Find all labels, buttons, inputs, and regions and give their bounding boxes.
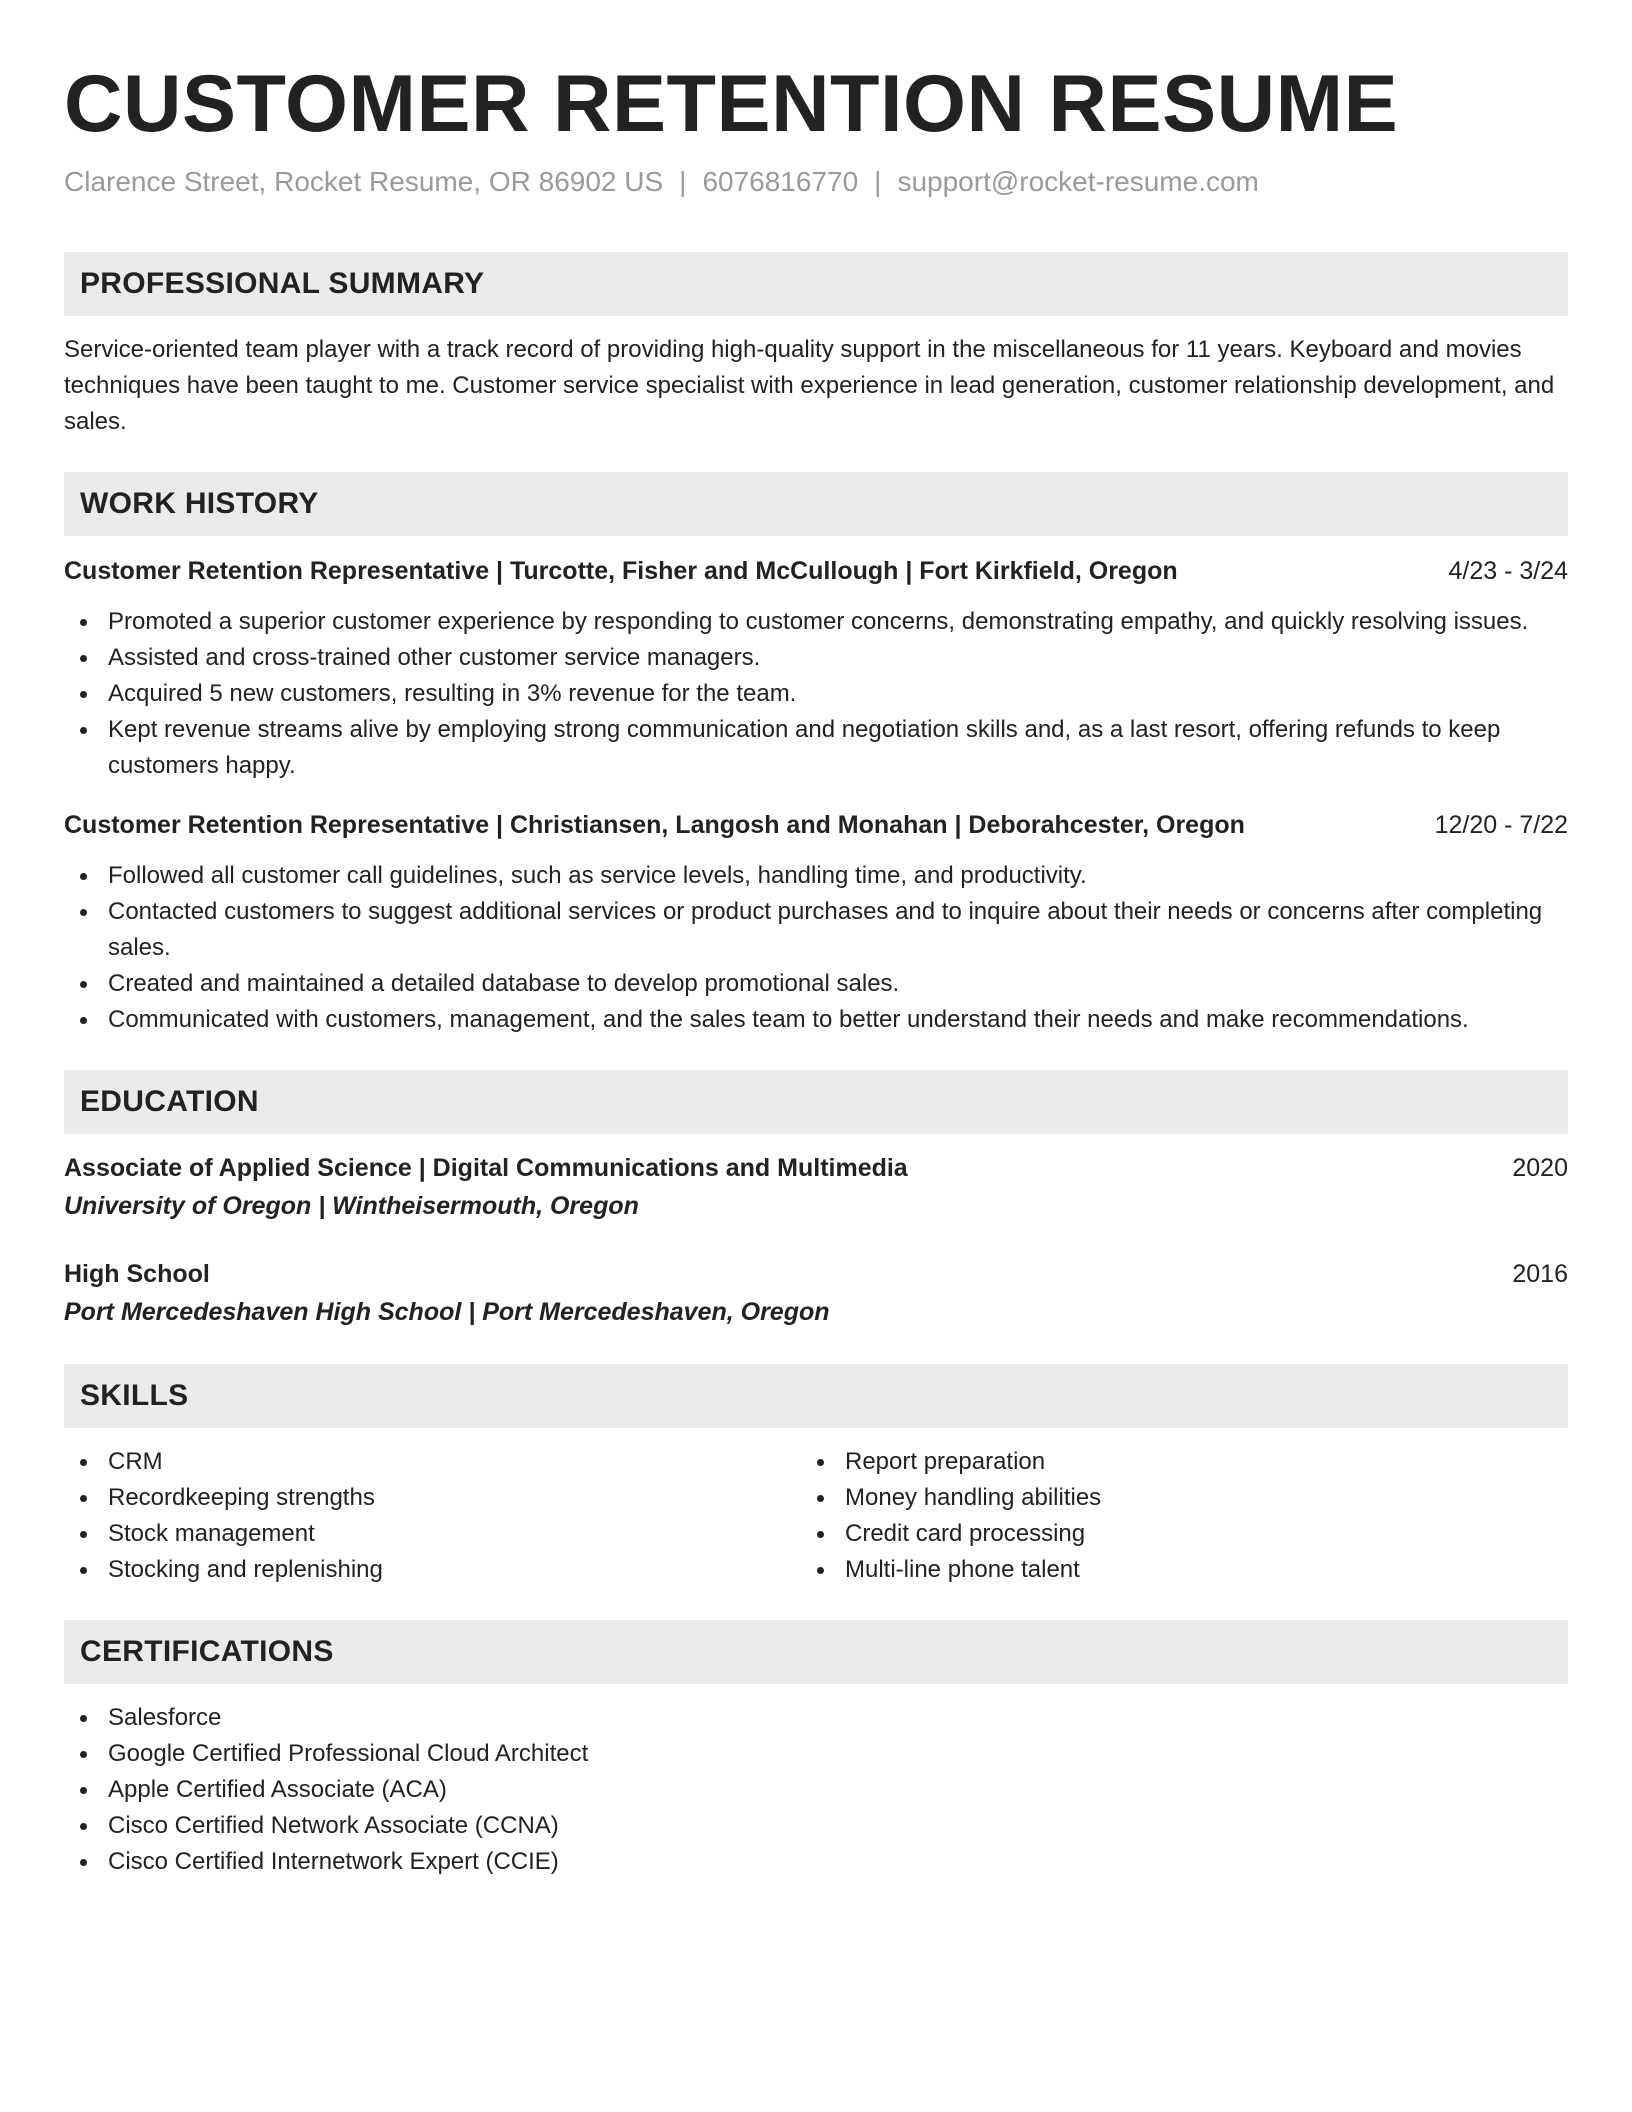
resume-title: CUSTOMER RETENTION RESUME: [64, 59, 1399, 149]
section-heading-summary: PROFESSIONAL SUMMARY: [64, 252, 1568, 316]
list-item: Cisco Certified Internetwork Expert (CCIE): [64, 1844, 1568, 1880]
list-item: Promoted a superior customer experience by responding to customer concerns, demonstrating empathy, and quickly resolving issues.: [64, 604, 1568, 640]
job-title: Customer Retention Representative | Turcotte, Fisher and McCullough | Fort Kirkfield, Oregon: [64, 557, 1178, 585]
education-header: [64, 1150, 1568, 1186]
section-heading-work-history: WORK HISTORY: [64, 472, 1568, 536]
list-item: Stocking and replenishing: [64, 1552, 801, 1588]
education-degree: Associate of Applied Science | Digital Communications and Multimedia: [64, 1154, 908, 1182]
education-year: 2016: [1512, 1260, 1568, 1288]
education-degree: High School: [64, 1260, 210, 1288]
list-item: Google Certified Professional Cloud Architect: [64, 1736, 1568, 1772]
certifications-list: [64, 1700, 1568, 1880]
education-entry: [64, 1256, 1568, 1332]
contact-phone: 6076816770: [702, 166, 859, 197]
list-item: Contacted customers to suggest additional services or product purchases and to inquire about their needs or concerns after completing sales.: [64, 894, 1568, 966]
contact-email: support@rocket-resume.com: [897, 166, 1259, 197]
list-item: Cisco Certified Network Associate (CCNA): [64, 1808, 1568, 1844]
list-item: Report preparation: [801, 1444, 1538, 1480]
list-item: Communicated with customers, management, and the sales team to better understand their needs and make recommendations.: [64, 1002, 1568, 1038]
list-item: Apple Certified Associate (ACA): [64, 1772, 1568, 1808]
contact-separator: |: [874, 166, 882, 197]
education-school: Port Mercedeshaven High School | Port Mercedeshaven, Oregon: [64, 1298, 830, 1326]
job-header: [64, 808, 1568, 842]
skills-grid: [64, 1444, 1568, 1588]
list-item: Created and maintained a detailed database to develop promotional sales.: [64, 966, 1568, 1002]
list-item: Money handling abilities: [801, 1480, 1538, 1516]
list-item: Assisted and cross-trained other customer service managers.: [64, 640, 1568, 676]
section-heading-certifications: CERTIFICATIONS: [64, 1620, 1568, 1684]
list-item: Kept revenue streams alive by employing strong communication and negotiation skills and, as a last resort, offering refunds to keep customers happy.: [64, 712, 1568, 784]
contact-line: [64, 164, 1568, 200]
list-item: Acquired 5 new customers, resulting in 3% revenue for the team.: [64, 676, 1568, 712]
job-bullet-list: [64, 604, 1568, 784]
list-item: Followed all customer call guidelines, such as service levels, handling time, and productivity.: [64, 858, 1568, 894]
list-item: Salesforce: [64, 1700, 1568, 1736]
skills-list: [801, 1444, 1538, 1588]
job-dates: 12/20 - 7/22: [1434, 811, 1568, 839]
job-dates: 4/23 - 3/24: [1448, 557, 1568, 585]
job-entry: [64, 808, 1568, 1038]
list-item: Credit card processing: [801, 1516, 1538, 1552]
education-school: University of Oregon | Wintheisermouth, Oregon: [64, 1192, 639, 1220]
summary-text: Service-oriented team player with a track record of providing high-quality support in the miscellaneous for 11 years. Keyboard and movies techniques have been taught to me. Customer service specialist with experience in lead generation, customer relationship development, and sales.: [64, 336, 1555, 435]
education-entry: [64, 1150, 1568, 1226]
skills-list: [64, 1444, 801, 1588]
list-item: Recordkeeping strengths: [64, 1480, 801, 1516]
skills-column-left: [64, 1444, 801, 1588]
contact-separator: |: [679, 166, 687, 197]
job-header: [64, 554, 1568, 588]
list-item: Multi-line phone talent: [801, 1552, 1538, 1588]
contact-address: Clarence Street, Rocket Resume, OR 86902 US: [64, 166, 664, 197]
list-item: Stock management: [64, 1516, 801, 1552]
section-heading-skills: SKILLS: [64, 1364, 1568, 1428]
section-heading-education: EDUCATION: [64, 1070, 1568, 1134]
education-year: 2020: [1512, 1154, 1568, 1182]
skills-column-right: [801, 1444, 1538, 1588]
list-item: CRM: [64, 1444, 801, 1480]
job-entry: [64, 554, 1568, 784]
education-header: [64, 1256, 1568, 1292]
job-title: Customer Retention Representative | Christiansen, Langosh and Monahan | Deborahcester, Oregon: [64, 811, 1245, 839]
job-bullet-list: [64, 858, 1568, 1038]
